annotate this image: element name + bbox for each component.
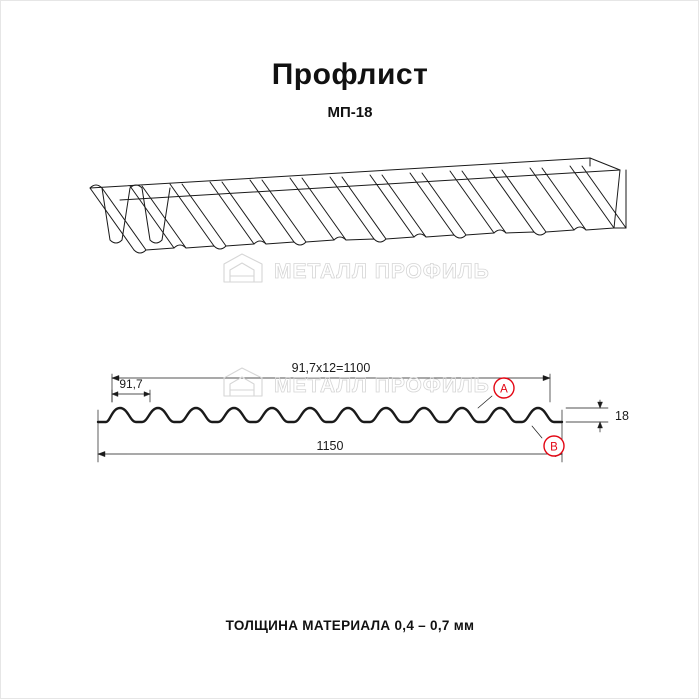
- isometric-sheet-drawing: [60, 140, 650, 300]
- dimension-wave-pitch: 91,7: [119, 377, 143, 391]
- callout-a-label: A: [500, 383, 508, 396]
- page-title: Профлист: [271, 58, 429, 91]
- product-code: МП-18: [327, 104, 373, 121]
- watermark-text: МЕТАЛЛ ПРОФИЛЬ: [274, 260, 490, 283]
- cross-section-drawing: [80, 350, 650, 490]
- dimension-profile-height: 18: [615, 409, 629, 423]
- watermark-text: МЕТАЛЛ ПРОФИЛЬ: [274, 374, 490, 397]
- callout-b-label: B: [550, 441, 558, 454]
- callout-a: [494, 378, 514, 398]
- dimension-effective-width: 91,7х12=1100: [291, 361, 371, 375]
- material-thickness-note: ТОЛЩИНА МАТЕРИАЛА 0,4 – 0,7 мм: [225, 618, 475, 633]
- callout-b: [544, 436, 564, 456]
- dimension-total-width: 1150: [316, 439, 344, 453]
